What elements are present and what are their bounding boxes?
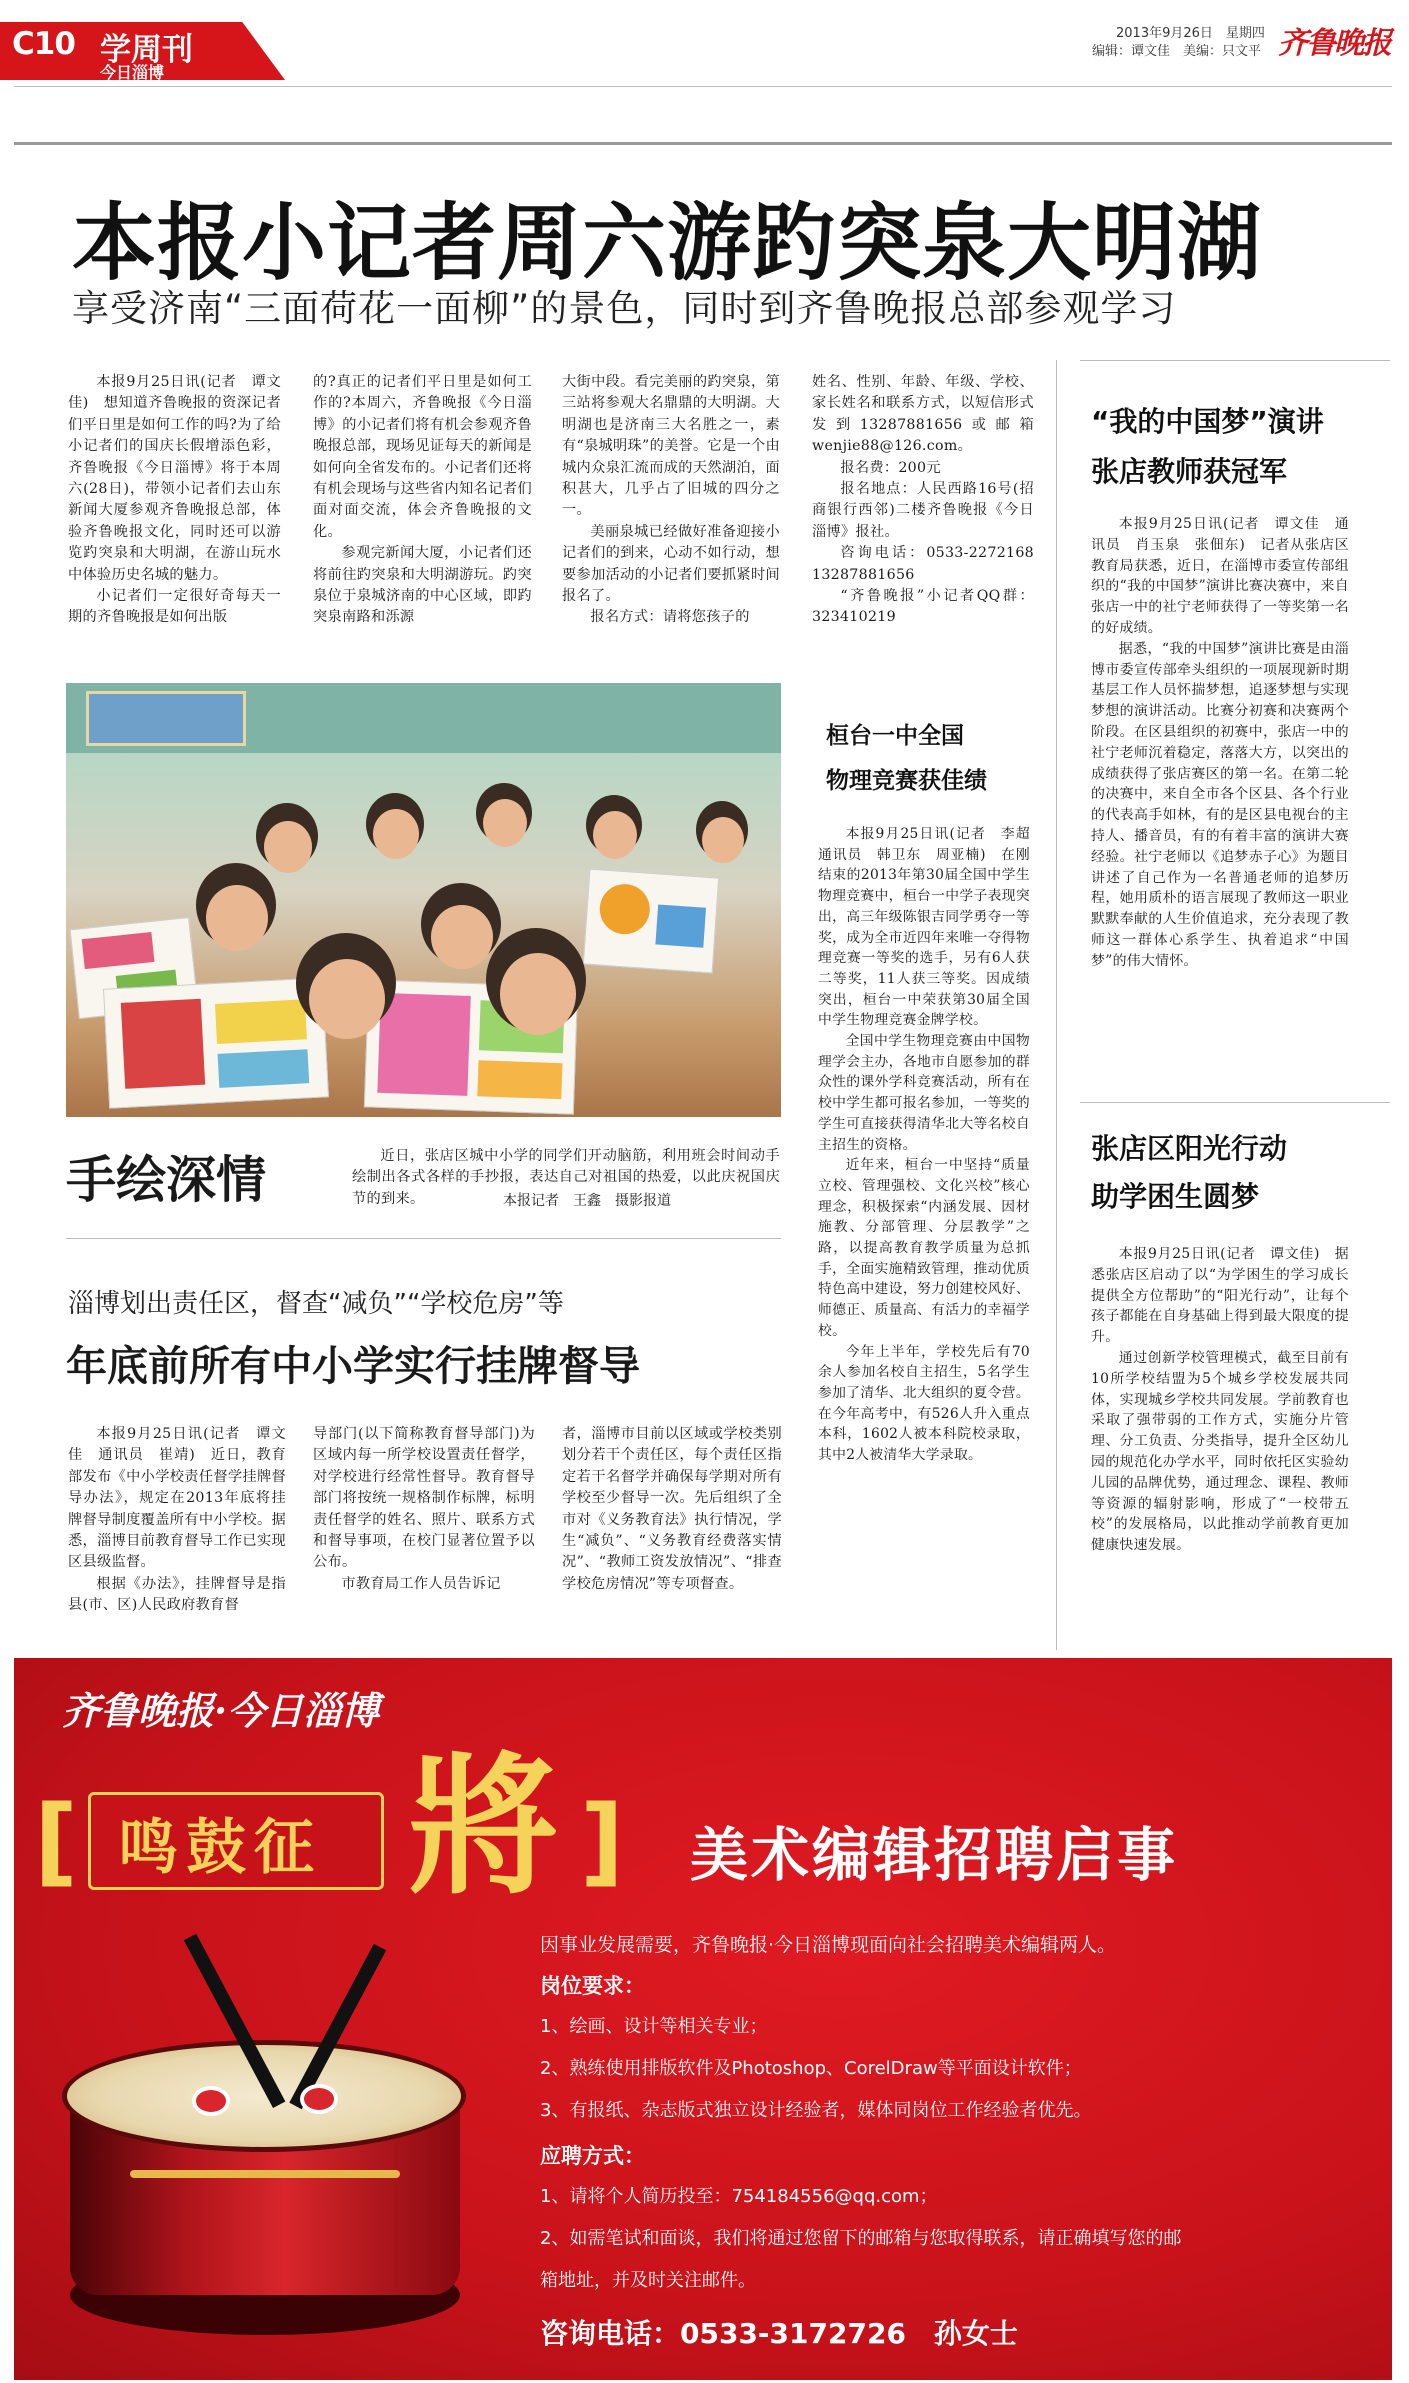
header-rule-thick (14, 142, 1392, 145)
section-title: 学周刊 (100, 32, 193, 68)
paragraph: 近年来，桓台一中坚持“质量立校、管理强校、文化兴校”核心理念，积极探索“内涵发展、因材施教、分部管理、分层教学”之路，以提高教育教学质量为总抓手，全面实施精致管理，推动优质特色高中建设，努力创建校风好、师德正、质量高、有活力的幸福学校。 (818, 1157, 1030, 1339)
header-rule-thin (14, 86, 1392, 87)
dream-body (1091, 514, 1349, 1102)
paragraph: 本报9月25日讯(记者 李超 通讯员 韩卫东 周亚楠) 在刚结束的2013年第30届全国中学生物理竞赛中，桓台一中学子表现突出，高三年级陈银吉同学勇夺一等奖，成为全市近四年来唯一夺得物理竞赛一等奖的选手，另有6人获二等奖，11人获三等奖。因成绩突出，桓台一中荣获第30届全国中学生物理竞赛金牌学校。 (818, 826, 1045, 1029)
paragraph: 大街中段。看完美丽的趵突泉，第三站将参观大名鼎鼎的大明湖。大明湖也是济南三大名胜之一，素有“泉城明珠”的美誉。它是一个由城内众泉汇流而成的天然湖泊，面积甚大，几乎占了旧城的四分之一。 (562, 374, 780, 519)
paragraph: 姓名、性别、年龄、年级、学校、家长姓名和联系方式，以短信形式发到13287881656或邮箱wenjie88@126.com。 (812, 374, 1034, 455)
main-col-3 (562, 372, 780, 626)
paragraph: 根据《办法》，挂牌督导是指县(市、区)人民政府教育督 (68, 1575, 286, 1614)
ad-bracket-right: ] (580, 1785, 624, 1897)
photo-story-title: 手绘深情 (66, 1151, 266, 1209)
huantai-body (818, 824, 1045, 1646)
main-col-1 (68, 372, 281, 626)
paragraph: 通过创新学校管理模式，截至目前有10所学校结盟为5个城乡学校发展共同体，实现城乡学校共同发展。学前教育也采取了强带弱的工作方式，实施分片管理、分工负责、分类指导，提升全区幼儿园的规范化办学水平，同时依托区实验幼儿园的品牌优势，通过理念、课程、教师等资源的辐射影响，形成了“一校带五校”的发展格局，以此推动学前教育更加健康快速发展。 (1091, 1349, 1349, 1554)
paragraph: 近日，张店区城中小学的同学们开动脑筋，利用班会时间动手绘制出各式各样的手抄报，表达自己对祖国的热爱，以此庆祝国庆节的到来。 (352, 1148, 780, 1207)
duban-headline: 年底前所有中小学实行挂牌督导 (66, 1342, 640, 1390)
paragraph: 报名方式：请将您孩子的 (590, 609, 750, 626)
main-col-2 (313, 372, 532, 626)
huantai-title-2: 物理竞赛获佳绩 (826, 768, 987, 794)
paragraph: “齐鲁晚报”小记者QQ群：323410219 (812, 588, 1034, 626)
duban-col-2 (313, 1424, 535, 1646)
photo-blackboard (86, 691, 246, 746)
dream-title-2: 张店教师获冠军 (1091, 455, 1288, 488)
duban-col-1 (68, 1424, 286, 1646)
column-divider (1056, 360, 1057, 1650)
sunshine-title-2: 助学困生圆梦 (1091, 1180, 1260, 1213)
ad-brand: 齐鲁晚报·今日淄博 (62, 1688, 380, 1733)
drumstick-tip-icon (300, 2084, 338, 2114)
editors-credit: 编辑：谭文佳 美编：只文平 (1092, 44, 1262, 59)
ad-requirement: 3、有报纸、杂志版式独立设计经验者，媒体同岗位工作经验者优先。 (540, 2100, 1092, 2121)
paragraph: 参观完新闻大厦，小记者们还将前往趵突泉和大明湖游玩。趵突泉位于泉城济南的中心区域，即趵突泉南路和泺源 (313, 545, 532, 626)
classroom-photo (66, 683, 781, 1117)
paragraph: 本报9月25日讯(记者 谭文佳 通讯员 崔靖) 近日，教育部发布《中小学校责任督学挂牌督导办法》，规定在2013年底将挂牌督导制度覆盖所有中小学校。据悉，淄博目前教育督导工作已实现区县级监督。 (68, 1426, 286, 1571)
huantai-title-1: 桓台一中全国 (826, 723, 964, 749)
ad-intro: 因事业发展需要，齐鲁晚报·今日淄博现面向社会招聘美术编辑两人。 (540, 1934, 1117, 1956)
drum-head-icon (62, 2040, 466, 2152)
right-rule-mid (1080, 1102, 1390, 1103)
photo-credit: 本报记者 王鑫 摄影报道 (503, 1193, 671, 1209)
issue-date: 2013年9月26日 星期四 (1116, 26, 1265, 41)
paragraph: 报名地点：人民西路16号(招商银行西邻)二楼齐鲁晚报《今日淄博》报社。 (812, 481, 1034, 540)
paragraph: 的?真正的记者们平日里是如何工作的?本周六，齐鲁晚报《今日淄博》的小记者们将有机会参观齐鲁晚报总部，现场见证每天的新闻是如何向全省发布的。小记者们还将有机会现场与这些省内知名记者们面对面交流，体会齐鲁晚报的文化。 (313, 374, 532, 540)
paragraph: 本报9月25日讯(记者 谭文佳 通讯员 肖玉泉 张佃东) 记者从张店区教育局获悉，近日，在淄博市委宣传部组织的“我的中国梦”演讲比赛决赛中，来自张店一中的社宁老师获得了一等奖第一名的好成绩。 (1091, 516, 1349, 636)
ad-apply-item: 箱地址，并及时关注邮件。 (540, 2270, 756, 2291)
paragraph: 者，淄博市目前以区域或学校类别划分若干个责任区，每个责任区指定若干名督学并确保每学期对所有学校至少督导一次。先后组织了全市对《义务教育法》执行情况，学生“减负”、“义务教育经费落实情况”、“教师工资发放情况”、“排查学校危房情况”等专项督查。 (562, 1426, 782, 1592)
sunshine-title-1: 张店区阳光行动 (1091, 1132, 1288, 1165)
paragraph: 本报9月25日讯(记者 谭文佳) 据悉张店区启动了以“为学困生的学习成长提供全方位帮助”的“阳光行动”，让每个孩子都能在自身基础上得到最大限度的提升。 (1091, 1246, 1349, 1346)
ad-apply-item: 2、如需笔试和面谈，我们将通过您留下的邮箱与您取得联系，请正确填写您的邮 (540, 2228, 1182, 2249)
dream-title-1: “我的中国梦”演讲 (1091, 405, 1324, 438)
paragraph: 小记者们一定很好奇每天一期的齐鲁晚报是如何出版 (68, 588, 281, 626)
paragraph: 报名费：200元 (840, 459, 941, 476)
duban-col-3 (562, 1424, 782, 1646)
drawing-paper (583, 869, 719, 974)
paragraph: 咨询电话：0533-2272168 13287881656 (812, 545, 1049, 583)
paragraph: 今年上半年，学校先后有70余人参加名校自主招生，5名学生参加了清华、北大组织的夏令营。在今年高考中，有526人升入重点本科，1602人被本科院校录取，其中2人被清华大学录取。 (818, 1343, 1030, 1464)
drawing-paper (103, 977, 329, 1108)
drumstick-tip-icon (192, 2086, 230, 2116)
section-rule (66, 1238, 781, 1239)
duban-kicker: 淄博划出责任区，督查“减负”“学校危房”等 (68, 1289, 564, 1319)
section-subtitle: 今日淄博 (100, 63, 165, 82)
paragraph: 据悉，“我的中国梦”演讲比赛是由淄博市委宣传部牵头组织的一项展现新时期基层工作人员怀揣梦想，追逐梦想与实现梦想的演讲活动。比赛分初赛和决赛两个阶段。在区县组织的初赛中，张店一中的社宁老师沉着稳定，落落大方，以突出的成绩获得了张店赛区的第一名。在第二轮的决赛中，来自全市各个区县、各个行业的代表高手如林，有的是区县电视台的主持人、播音员，有的有着丰富的演讲大赛经验。社宁老师以《追梦赤子心》为题目讲述了自己作为一名普通老师的追梦历程，她用质朴的语言展现了教师这一职业默默奉献的人生价值追求，充分表现了教师这一群体心系学生、执着追求“中国梦”的伟大情怀。 (1091, 640, 1349, 969)
main-col-4 (812, 372, 1049, 626)
ad-requirement: 1、绘画、设计等相关专业； (540, 2016, 768, 2037)
ad-contact: 咨询电话：0533-3172726 孙女士 (540, 2317, 1018, 2350)
ad-requirement: 2、熟练使用排版软件及Photoshop、CorelDraw等平面设计软件； (540, 2058, 1082, 2079)
paragraph: 市教育局工作人员告诉记 (341, 1575, 501, 1592)
right-rule-top (1080, 360, 1390, 361)
page-number: C10 (12, 26, 75, 62)
ad-slogan: 鸣鼓征 (118, 1813, 322, 1883)
ad-bracket-left: [ (34, 1785, 78, 1897)
ad-slogan-big: 將 (408, 1741, 559, 1915)
paragraph: 美丽泉城已经做好准备迎接小记者们的到来，心动不如行动，想要参加活动的小记者们要抓紧时间报名了。 (562, 523, 780, 605)
main-subheadline: 享受济南“三面荷花一面柳”的景色，同时到齐鲁晚报总部参观学习 (72, 287, 1177, 330)
ad-apply-item: 1、请将个人简历投至：754184556@qq.com； (540, 2186, 938, 2207)
drum-band (130, 2170, 400, 2178)
ad-headline: 美术编辑招聘启事 (690, 1821, 1179, 1889)
paragraph: 本报9月25日讯(记者 谭文佳) 想知道齐鲁晚报的资深记者们平日里是如何工作的吗?为了给小记者们的国庆长假增添色彩，齐鲁晚报《今日淄博》将于本周六(28日)，带领小记者们去山东新闻大厦参观齐鲁晚报总部，体验齐鲁晚报文化，同时还可以游览趵突泉和大明湖，在游山玩水中体验历史名城的魅力。 (68, 374, 281, 583)
paragraph: 全国中学生物理竞赛由中国物理学会主办，各地市自愿参加的群众性的课外学科竞赛活动，所有在校中学生都可报名参加，一等奖的学生可直接获得清华北大等名校自主招生的资格。 (818, 1033, 1030, 1153)
paragraph: 导部门(以下简称教育督导部门)为区域内每一所学校设置责任督学，对学校进行经常性督导。教育督导部门将按统一规格制作标牌，标明责任督学的姓名、照片、联系方式和督导事项，在校门显著位置予以公布。 (313, 1426, 535, 1571)
newspaper-logo: 齐鲁晚报 (1278, 26, 1390, 61)
main-headline: 本报小记者周六游趵突泉大明湖 (72, 194, 1263, 292)
sunshine-body (1091, 1244, 1349, 1646)
ad-apply-title: 应聘方式： (540, 2144, 645, 2168)
ad-requirements-title: 岗位要求： (540, 1974, 645, 1998)
